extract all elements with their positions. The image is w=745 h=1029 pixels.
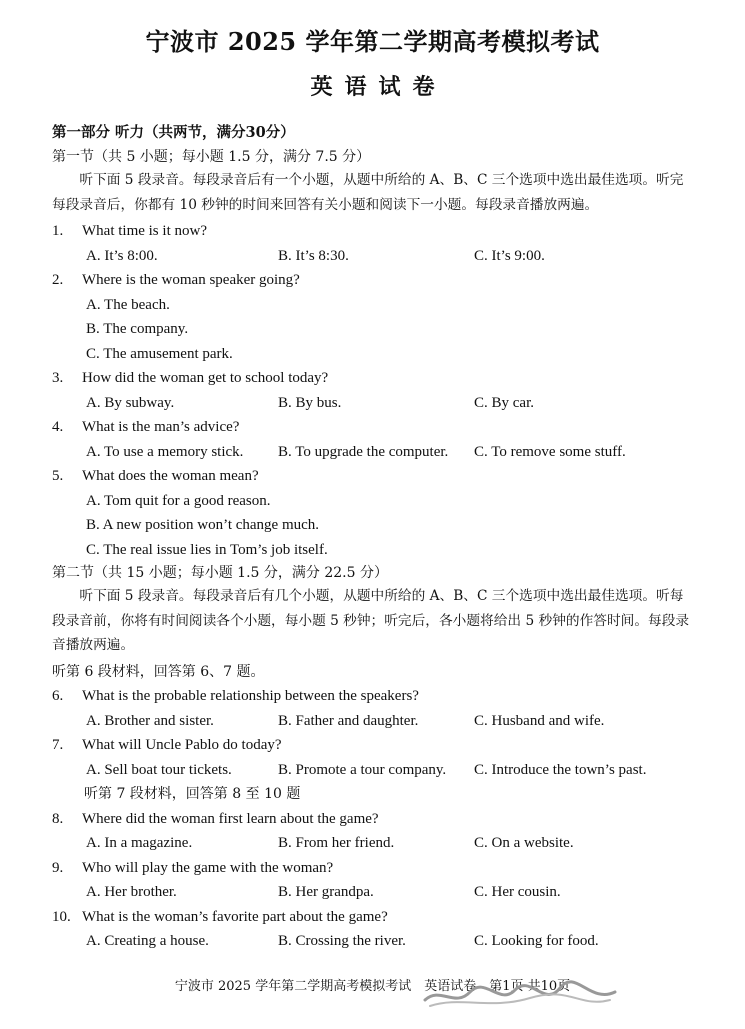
option-c: C. Looking for food. [474,933,599,949]
option-c: C. Introduce the town’s past. [474,761,647,778]
question-5 [52,464,692,489]
question-3 [52,366,692,391]
option-a: A. Her brother. [86,884,177,900]
question-text: What time is it now? [82,223,207,239]
option-b: B. Father and daughter. [278,712,419,729]
question-text: How did the woman get to school today? [82,370,329,386]
exam-title: 宁波市 2025 学年第二学期高考模拟考试 [145,27,600,56]
question-number: 7. [52,737,64,753]
options-row [52,929,692,954]
options-row [52,758,692,783]
question-number: 8. [52,810,64,827]
option-c: C. By car. [474,394,534,411]
option-a: A. By subway. [86,394,175,411]
question-7 [52,733,692,758]
question-number: 6. [52,688,64,704]
page-footer: 宁波市 2025 学年第二学期高考模拟考试 英语试卷 第1页 共10页 [174,979,571,994]
question-8 [52,807,692,832]
option-a: A. It’s 8:00. [86,247,158,264]
option-b: B. A new position won’t change much. [86,517,320,533]
option-a: A. Sell boat tour tickets. [86,761,232,778]
question-text: What is the probable relationship between the speakers? [82,688,419,704]
option-a: A. To use a memory stick. [86,443,244,460]
option-c: C. The real issue lies in Tom’s job itself. [86,541,328,558]
option-b: B. Crossing the river. [278,933,406,949]
question-1 [52,219,692,244]
options-row [52,831,692,856]
section-instructions: 听下面 5 段录音。每段录音后有一个小题，从题中所给的 A、B、C 三个选项中选出最佳选项。听完每段录音后，你都有 10 秒钟的时间来回答有关小题和阅读下一小题。每段录音播放两遍。 [52,172,684,213]
exam-subtitle: 英语试卷 [310,74,447,100]
question-text: Where did the woman first learn about the game? [82,810,379,827]
option-c: C. It’s 9:00. [474,247,545,264]
material-note: 听第 7 段材料，回答第 8 至 10 题 [84,786,301,802]
question-text: What will Uncle Pablo do today? [82,737,282,753]
section-instructions: 听下面 5 段录音。每段录音后有几个小题，从题中所给的 A、B、C 三个选项中选出最佳选项。听每段录音前，你将有时间阅读各个小题，每小题 5 秒钟；听完后，各小题将给出 5 秒钟的作答时间。每段录音播放两遍。 [52,588,690,653]
question-text: Who will play the game with the woman? [82,859,334,876]
option-b: B. It’s 8:30. [278,247,349,264]
options-row [52,440,692,465]
question-4 [52,415,692,440]
option-c: C. On a website. [474,835,574,851]
question-10 [52,905,692,930]
question-text: What is the woman’s favorite part about the game? [82,908,388,925]
option-a: A. Creating a house. [86,933,209,949]
option-b: B. Her grandpa. [278,884,374,900]
option-b: B. To upgrade the computer. [278,443,449,460]
exam-content [52,120,692,954]
question-text: What does the woman mean? [82,468,259,484]
option-c: C. Husband and wife. [474,712,605,729]
options-row [52,391,692,416]
question-number: 5. [52,468,64,484]
option-c: C. To remove some stuff. [474,443,626,460]
question-number: 10. [52,908,71,925]
question-number: 3. [52,370,64,386]
option-b: B. The company. [86,321,189,337]
question-9 [52,856,692,881]
part-heading: 第一部分 听力（共两节，满分30分） [52,124,295,141]
question-number: 1. [52,223,64,239]
option-b: B. By bus. [278,394,342,411]
question-6 [52,684,692,709]
option-b: B. Promote a tour company. [278,761,447,778]
question-number: 4. [52,419,64,435]
option-a: A. Tom quit for a good reason. [86,492,271,509]
options-row [52,880,692,905]
material-note: 听第 6 段材料，回答第 6、7 题。 [52,663,265,680]
signature-scribble [420,978,620,1014]
question-number: 9. [52,859,64,876]
option-a: A. In a magazine. [86,835,193,851]
question-text: Where is the woman speaker going? [82,272,300,288]
question-number: 2. [52,272,64,288]
option-b: B. From her friend. [278,835,395,851]
question-text: What is the man’s advice? [82,419,240,435]
question-2 [52,268,692,293]
option-c: C. The amusement park. [86,345,233,362]
option-a: A. Brother and sister. [86,712,214,729]
section-heading: 第二节（共 15 小题；每小题 1.5 分，满分 22.5 分） [52,565,388,581]
option-c: C. Her cousin. [474,884,561,900]
options-row [52,244,692,269]
options-row [52,709,692,734]
option-a: A. The beach. [86,296,170,313]
section-heading: 第一节（共 5 小题；每小题 1.5 分，满分 7.5 分） [52,149,371,165]
